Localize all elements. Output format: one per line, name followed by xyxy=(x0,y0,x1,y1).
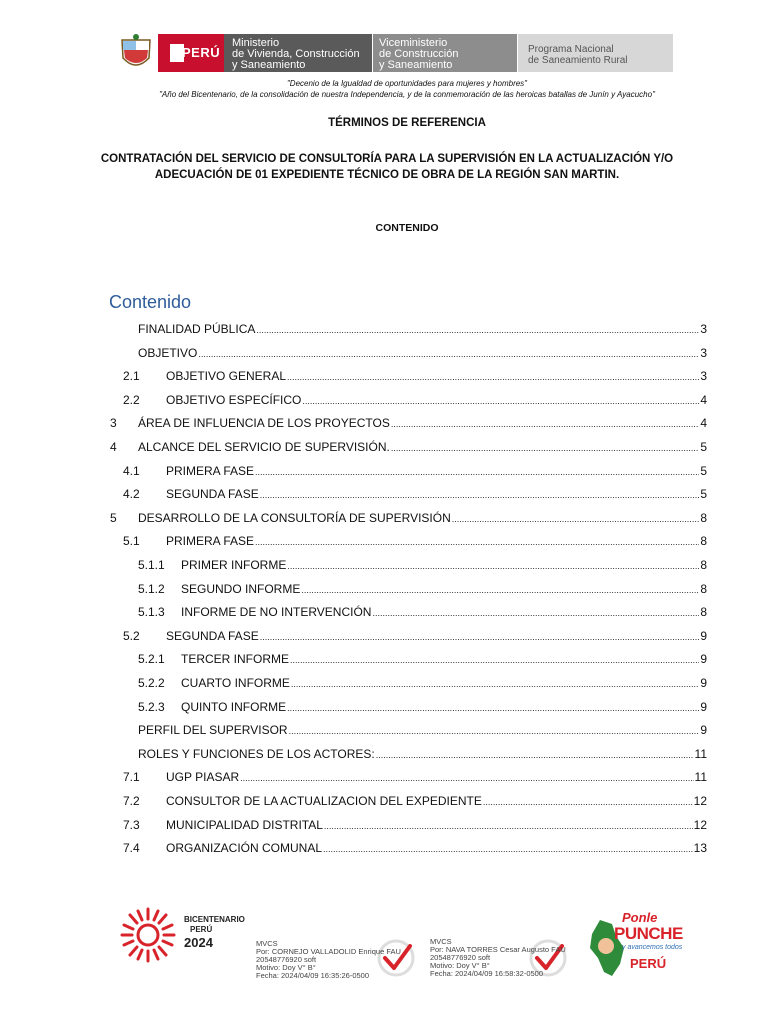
slogan-decenio: "Decenio de la Igualdad de oportunidades para mujeres y hombres" xyxy=(286,79,528,88)
toc-entry-label: SEGUNDA FASE xyxy=(166,628,259,643)
toc-entry-label: SEGUNDO INFORME xyxy=(181,581,301,596)
signature-2-motivo: Motivo: Doy V° B° xyxy=(430,961,490,970)
toc-entry-number: 7.4 xyxy=(123,841,140,856)
signature-1-org: MVCS xyxy=(256,939,278,948)
toc-entry[interactable] xyxy=(0,581,768,597)
toc-entry-page: 4 xyxy=(700,416,707,431)
toc-entry-number: 4.1 xyxy=(123,463,140,478)
toc-leader-dots xyxy=(198,346,699,362)
toc-entry-page: 3 xyxy=(700,322,707,336)
toc-entry[interactable] xyxy=(0,510,768,526)
bicentenario-text xyxy=(184,915,245,951)
toc-leader-dots xyxy=(256,322,699,338)
toc-entry[interactable] xyxy=(0,486,768,502)
toc-entry-number: 7.3 xyxy=(123,817,140,832)
digital-signature-2 xyxy=(430,938,566,978)
toc-entry-label: ORGANIZACIÓN COMUNAL xyxy=(166,841,323,856)
toc-entry-label: SEGUNDA FASE xyxy=(166,487,259,502)
toc-entry[interactable] xyxy=(0,321,768,337)
toc-entry-label: ALCANCE DEL SERVICIO DE SUPERVISIÓN. xyxy=(138,440,390,454)
programa-line-1: Programa Nacional xyxy=(528,44,614,55)
bicentenario-year: 2024 xyxy=(184,935,213,950)
toc-entry-label: INFORME DE NO INTERVENCIÓN xyxy=(181,605,372,620)
toc-entry-page: 11 xyxy=(694,770,707,785)
toc-leader-dots xyxy=(260,629,700,645)
toc-entry-number: 3 xyxy=(110,416,117,431)
toc-leader-dots xyxy=(452,511,700,527)
toc-entry[interactable] xyxy=(0,769,768,785)
programa-line-2: de Saneamiento Rural xyxy=(528,55,628,66)
toc-entry-number: 5.1.1 xyxy=(138,558,165,572)
toc-leader-dots xyxy=(255,464,699,480)
programa-box xyxy=(518,34,673,72)
toc-entry-label: PERFIL DEL SUPERVISOR xyxy=(138,723,288,738)
toc-entry-number: 7.2 xyxy=(123,794,140,808)
ponle-punche-logo xyxy=(586,910,686,985)
toc-leader-dots xyxy=(323,841,693,857)
ministerio-line-3: y Saneamiento xyxy=(232,59,306,71)
signature-2-fecha: Fecha: 2024/04/09 16:58:32-0500 xyxy=(430,969,544,978)
toc-entry-number: 5.1 xyxy=(123,534,140,549)
toc-entry-page: 8 xyxy=(700,534,707,549)
toc-leader-dots xyxy=(301,582,699,598)
toc-leader-dots xyxy=(376,747,694,763)
toc-entry-label: ÁREA DE INFLUENCIA DE LOS PROYECTOS xyxy=(138,416,390,431)
toc-entry[interactable] xyxy=(0,793,768,809)
toc-entry-number: 7.1 xyxy=(123,770,140,785)
toc-entry-page: 3 xyxy=(700,369,707,384)
signature-1-motivo: Motivo: Doy V° B° xyxy=(256,963,316,972)
signature-2-por: Por: NAVA TORRES Cesar Augusto FAU xyxy=(430,945,566,954)
toc-entry-page: 12 xyxy=(693,817,707,832)
contenido-label: CONTENIDO xyxy=(375,222,439,234)
punche-tagline: y avancemos todos xyxy=(622,944,683,951)
toc-leader-dots xyxy=(255,534,699,550)
punche-word-punche: PUNCHE xyxy=(614,924,683,943)
toc-leader-dots xyxy=(372,605,699,621)
toc-entry-page: 8 xyxy=(700,510,707,525)
toc-entry-label: DESARROLLO DE LA CONSULTORÍA DE SUPERVISIÓN xyxy=(138,510,451,525)
toc-entry-label: ROLES Y FUNCIONES DE LOS ACTORES: xyxy=(138,746,375,761)
ministerio-box xyxy=(224,34,372,72)
toc-entry-number: 5.1.2 xyxy=(138,581,165,596)
digital-signature-1 xyxy=(256,940,401,980)
toc-entry-number: 2.2 xyxy=(123,392,140,407)
ministerio-line-1: Ministerio xyxy=(232,37,280,49)
toc-entry[interactable] xyxy=(0,722,768,738)
toc-entry-page: 3 xyxy=(700,345,707,360)
bicentenario-logo xyxy=(118,905,258,965)
toc-leader-dots xyxy=(287,700,699,716)
signature-2-ruc: 20548776920 soft xyxy=(430,953,491,962)
toc-entry-number: 5.2.1 xyxy=(138,652,165,667)
toc-entry[interactable] xyxy=(0,675,768,691)
document-subtitle-line-1: CONTRATACIÓN DEL SERVICIO DE CONSULTORÍA PARA LA SUPERVISIÓN EN LA ACTUALIZACIÓN Y/O xyxy=(100,153,674,165)
punche-word-ponle: Ponle xyxy=(622,910,658,925)
toc-entry-label: UGP PIASAR xyxy=(166,770,240,785)
toc-entry-label: OBJETIVO GENERAL xyxy=(166,369,287,384)
toc-entry[interactable] xyxy=(0,651,768,667)
toc-entry[interactable] xyxy=(0,392,768,408)
toc-leader-dots xyxy=(391,440,699,456)
toc-entry[interactable] xyxy=(0,463,768,479)
toc-entry-number: 4.2 xyxy=(123,487,140,502)
toc-leader-dots xyxy=(240,770,693,786)
peru-brand-box xyxy=(158,34,224,72)
toc-entry-page: 9 xyxy=(700,723,707,738)
toc-entry-number: 2.1 xyxy=(123,369,140,384)
toc-entry-number: 5.1.3 xyxy=(138,605,165,620)
bicentenario-peru: PERÚ xyxy=(190,925,213,934)
toc-entry[interactable] xyxy=(0,557,768,573)
toc-entry[interactable] xyxy=(0,533,768,549)
toc-entry-page: 9 xyxy=(700,676,707,690)
toc-leader-dots xyxy=(324,818,693,834)
toc-entry-number: 5.2.3 xyxy=(138,699,165,714)
toc-entry-label: PRIMERA FASE xyxy=(166,463,255,478)
toc-entry-label: CUARTO INFORME xyxy=(181,676,290,690)
document-title: TÉRMINOS DE REFERENCIA xyxy=(328,117,486,129)
toc-title: Contenido xyxy=(109,292,192,312)
toc-entry-label: MUNICIPALIDAD DISTRITAL xyxy=(166,817,323,832)
toc-entry-label: CONSULTOR DE LA ACTUALIZACION DEL EXPEDIENTE xyxy=(166,794,482,808)
toc-entry-number: 5 xyxy=(110,510,117,525)
toc-leader-dots xyxy=(287,369,699,385)
toc-entry-page: 5 xyxy=(700,463,707,478)
toc-entry[interactable] xyxy=(0,439,768,455)
toc-entry-page: 9 xyxy=(700,628,707,643)
toc-leader-dots xyxy=(289,723,700,739)
signature-1-fecha: Fecha: 2024/04/09 16:35:26-0500 xyxy=(256,971,370,980)
toc-leader-dots xyxy=(391,416,699,432)
toc-entry-page: 8 xyxy=(700,605,707,620)
toc-entry-page: 11 xyxy=(694,746,707,761)
bicentenario-word: BICENTENARIO xyxy=(184,915,245,924)
toc-leader-dots xyxy=(483,794,693,810)
toc-entry-label: PRIMER INFORME xyxy=(181,558,287,572)
ministerio-line-2: de Vivienda, Construcción xyxy=(232,48,360,60)
toc-entry-label: PRIMERA FASE xyxy=(166,534,255,549)
toc-entry-label: OBJETIVO ESPECÍFICO xyxy=(166,392,302,407)
toc-entry-label: TERCER INFORME xyxy=(181,652,289,667)
toc-entry-page: 13 xyxy=(693,841,707,856)
toc-entry-page: 5 xyxy=(700,487,707,502)
viceministerio-line-2: de Construcción xyxy=(379,48,459,60)
toc-entry-page: 5 xyxy=(700,440,707,454)
slogan-bicentenario: "Año del Bicentenario, de la consolidación de nuestra Independencia, y de la conmemoración de las heroicas batallas de Junín y Ayacucho" xyxy=(159,90,655,99)
toc-entry[interactable] xyxy=(0,368,768,384)
coat-of-arms-icon xyxy=(118,34,154,72)
toc-entry-label: QUINTO INFORME xyxy=(181,699,287,714)
viceministerio-box xyxy=(373,34,517,72)
toc-entry-page: 12 xyxy=(693,794,707,808)
toc-entry[interactable] xyxy=(0,840,768,856)
bicentenario-emblem-icon xyxy=(118,905,178,965)
signature-1-ruc: 20548776920 soft xyxy=(256,955,317,964)
toc-entry-page: 8 xyxy=(700,581,707,596)
header-logo-bar xyxy=(118,30,673,76)
toc-entry[interactable] xyxy=(0,699,768,715)
toc-leader-dots xyxy=(302,393,699,409)
toc-entry-number: 5.2.2 xyxy=(138,676,165,690)
toc-entry-number: 5.2 xyxy=(123,628,140,643)
toc-entry[interactable] xyxy=(0,817,768,833)
punche-word-peru: PERÚ xyxy=(630,956,667,971)
toc-leader-dots xyxy=(260,487,700,503)
signature-1-por: Por: CORNEJO VALLADOLID Enrique FAU xyxy=(256,947,401,956)
toc-entry[interactable] xyxy=(0,628,768,644)
document-subtitle-line-2: ADECUACIÓN DE 01 EXPEDIENTE TÉCNICO DE OBRA DE LA REGIÓN SAN MARTIN. xyxy=(154,169,620,181)
toc-entry[interactable] xyxy=(0,604,768,620)
toc-leader-dots xyxy=(291,676,699,692)
toc-entry-page: 9 xyxy=(700,652,707,667)
toc-entry-label: OBJETIVO xyxy=(138,345,198,360)
toc-leader-dots xyxy=(287,558,699,574)
toc-entry[interactable] xyxy=(0,345,768,361)
signature-2-org: MVCS xyxy=(430,937,452,946)
toc-leader-dots xyxy=(290,652,699,668)
toc-entry-page: 4 xyxy=(700,392,707,407)
toc-entry-page: 9 xyxy=(700,699,707,714)
peru-label: PERÚ xyxy=(182,45,221,60)
toc-entry-label: FINALIDAD PÚBLICA xyxy=(138,322,256,336)
toc-entry-page: 8 xyxy=(700,558,707,572)
viceministerio-line-3: y Saneamiento xyxy=(379,59,453,71)
toc-entry-number: 4 xyxy=(110,440,117,454)
viceministerio-line-1: Viceministerio xyxy=(379,37,448,49)
toc-entry[interactable] xyxy=(0,415,768,431)
toc-entry[interactable] xyxy=(0,746,768,762)
